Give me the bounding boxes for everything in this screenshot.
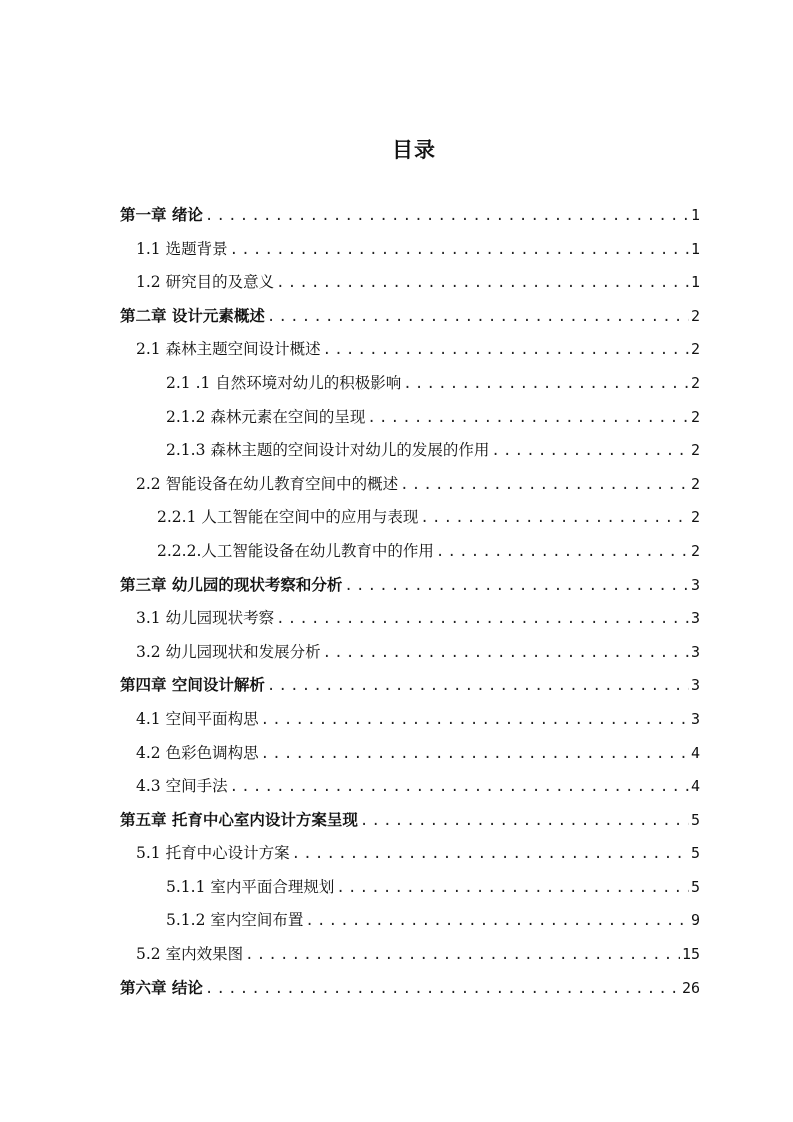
dot-leader (344, 570, 689, 604)
toc-entry-page-number: 15 (681, 945, 700, 964)
dot-leader (436, 536, 689, 570)
toc-entry-label: 5.1.2 室内空间布置 (166, 911, 304, 930)
toc-entry[interactable] (120, 367, 700, 401)
toc-entry[interactable] (120, 804, 700, 838)
toc-entry-page-number: 5 (690, 844, 700, 863)
toc-entry[interactable] (120, 401, 700, 435)
toc-entry-page-number: 2 (690, 508, 700, 527)
toc-entry-page-number: 2 (690, 373, 700, 392)
dot-leader (205, 200, 689, 234)
toc-entry-page-number: 2 (690, 541, 700, 560)
toc-entry-page-number: 2 (690, 441, 700, 460)
toc-entry-page-number: 3 (690, 609, 700, 628)
dot-leader (420, 502, 689, 536)
toc-entry[interactable] (120, 199, 700, 233)
dot-leader (403, 368, 689, 402)
toc-entry[interactable] (120, 602, 700, 636)
dot-leader (305, 905, 689, 939)
toc-entry-label: 第三章 幼儿园的现状考察和分析 (120, 575, 343, 594)
toc-entry-page-number: 3 (690, 676, 700, 695)
toc-entry-page-number: 3 (690, 709, 700, 728)
dot-leader (292, 838, 689, 872)
toc-entry[interactable] (120, 703, 700, 737)
toc-entry-page-number: 26 (681, 978, 700, 997)
toc-entry[interactable] (120, 535, 700, 569)
dot-leader (323, 334, 689, 368)
dot-leader (491, 435, 689, 469)
toc-entry[interactable] (120, 636, 700, 670)
toc-entry-label: 2.1.3 森林主题的空间设计对幼儿的发展的作用 (166, 441, 490, 460)
dot-leader (205, 973, 680, 1007)
toc-entry-label: 第五章 托育中心室内设计方案呈现 (120, 810, 358, 829)
dot-leader (245, 939, 680, 973)
dot-leader (261, 704, 689, 738)
toc-entry-label: 第六章 结论 (120, 978, 203, 997)
toc-entry[interactable] (120, 972, 700, 1006)
dot-leader (367, 402, 689, 436)
toc-entry-label: 5.2 室内效果图 (136, 945, 244, 964)
toc-list (120, 199, 700, 1005)
toc-entry[interactable] (120, 938, 700, 972)
toc-entry[interactable] (120, 233, 700, 267)
toc-entry-page-number: 4 (690, 777, 700, 796)
toc-entry-label: 5.1 托育中心设计方案 (136, 844, 290, 863)
dot-leader (336, 872, 689, 906)
toc-entry-label: 1.1 选题背景 (136, 239, 228, 258)
toc-entry-label: 2.1 森林主题空间设计概述 (136, 340, 321, 359)
dot-leader (267, 301, 689, 335)
toc-entry-page-number: 5 (690, 877, 700, 896)
toc-entry-page-number: 4 (690, 743, 700, 762)
dot-leader (230, 234, 689, 268)
toc-entry-page-number: 9 (690, 911, 700, 930)
dot-leader (360, 805, 689, 839)
toc-entry-page-number: 2 (690, 340, 700, 359)
toc-entry[interactable] (120, 837, 700, 871)
toc-entry-label: 2.2 智能设备在幼儿教育空间中的概述 (136, 474, 399, 493)
toc-entry-label: 3.1 幼儿园现状考察 (136, 609, 275, 628)
toc-entry-label: 第一章 绪论 (120, 206, 203, 224)
dot-leader (276, 603, 689, 637)
toc-entry-label: 3.2 幼儿园现状和发展分析 (136, 642, 321, 661)
toc-entry[interactable] (120, 300, 700, 334)
toc-entry-label: 1.2 研究目的及意义 (136, 273, 275, 292)
toc-entry[interactable] (120, 468, 700, 502)
toc-entry[interactable] (120, 871, 700, 905)
toc-entry[interactable] (120, 434, 700, 468)
toc-entry[interactable] (120, 770, 700, 804)
toc-entry[interactable] (120, 569, 700, 603)
toc-entry-label: 4.3 空间手法 (136, 777, 228, 796)
toc-entry-page-number: 2 (690, 407, 700, 426)
toc-entry-label: 2.2.2.人工智能设备在幼儿教育中的作用 (157, 541, 434, 560)
dot-leader (276, 267, 689, 301)
toc-entry-page-number: 2 (690, 474, 700, 493)
toc-entry-label: 5.1.1 室内平面合理规划 (166, 877, 335, 896)
dot-leader (230, 771, 689, 805)
toc-entry-page-number: 1 (690, 239, 700, 258)
dot-leader (400, 469, 689, 503)
toc-entry[interactable] (120, 501, 700, 535)
toc-entry-page-number: 1 (690, 206, 700, 224)
toc-entry-label: 2.2.1 人工智能在空间中的应用与表现 (157, 508, 419, 527)
toc-entry[interactable] (120, 333, 700, 367)
toc-entry[interactable] (120, 904, 700, 938)
dot-leader (261, 738, 689, 772)
toc-entry[interactable] (120, 737, 700, 771)
toc-entry-label: 4.2 色彩色调构思 (136, 743, 259, 762)
toc-entry-label: 2.1 .1 自然环境对幼儿的积极影响 (166, 373, 402, 392)
toc-entry-page-number: 3 (690, 642, 700, 661)
toc-entry-page-number: 1 (690, 273, 700, 292)
toc-entry-label: 4.1 空间平面构思 (136, 709, 259, 728)
toc-entry-label: 第二章 设计元素概述 (120, 306, 265, 325)
toc-entry-page-number: 5 (690, 810, 700, 829)
toc-entry[interactable] (120, 669, 700, 703)
toc-entry[interactable] (120, 266, 700, 300)
toc-entry-label: 第四章 空间设计解析 (120, 676, 265, 695)
toc-title: 目录 (392, 138, 436, 162)
dot-leader (267, 670, 689, 704)
dot-leader (323, 637, 689, 671)
toc-entry-page-number: 3 (690, 575, 700, 594)
toc-entry-page-number: 2 (690, 306, 700, 325)
toc-entry-label: 2.1.2 森林元素在空间的呈现 (166, 407, 366, 426)
